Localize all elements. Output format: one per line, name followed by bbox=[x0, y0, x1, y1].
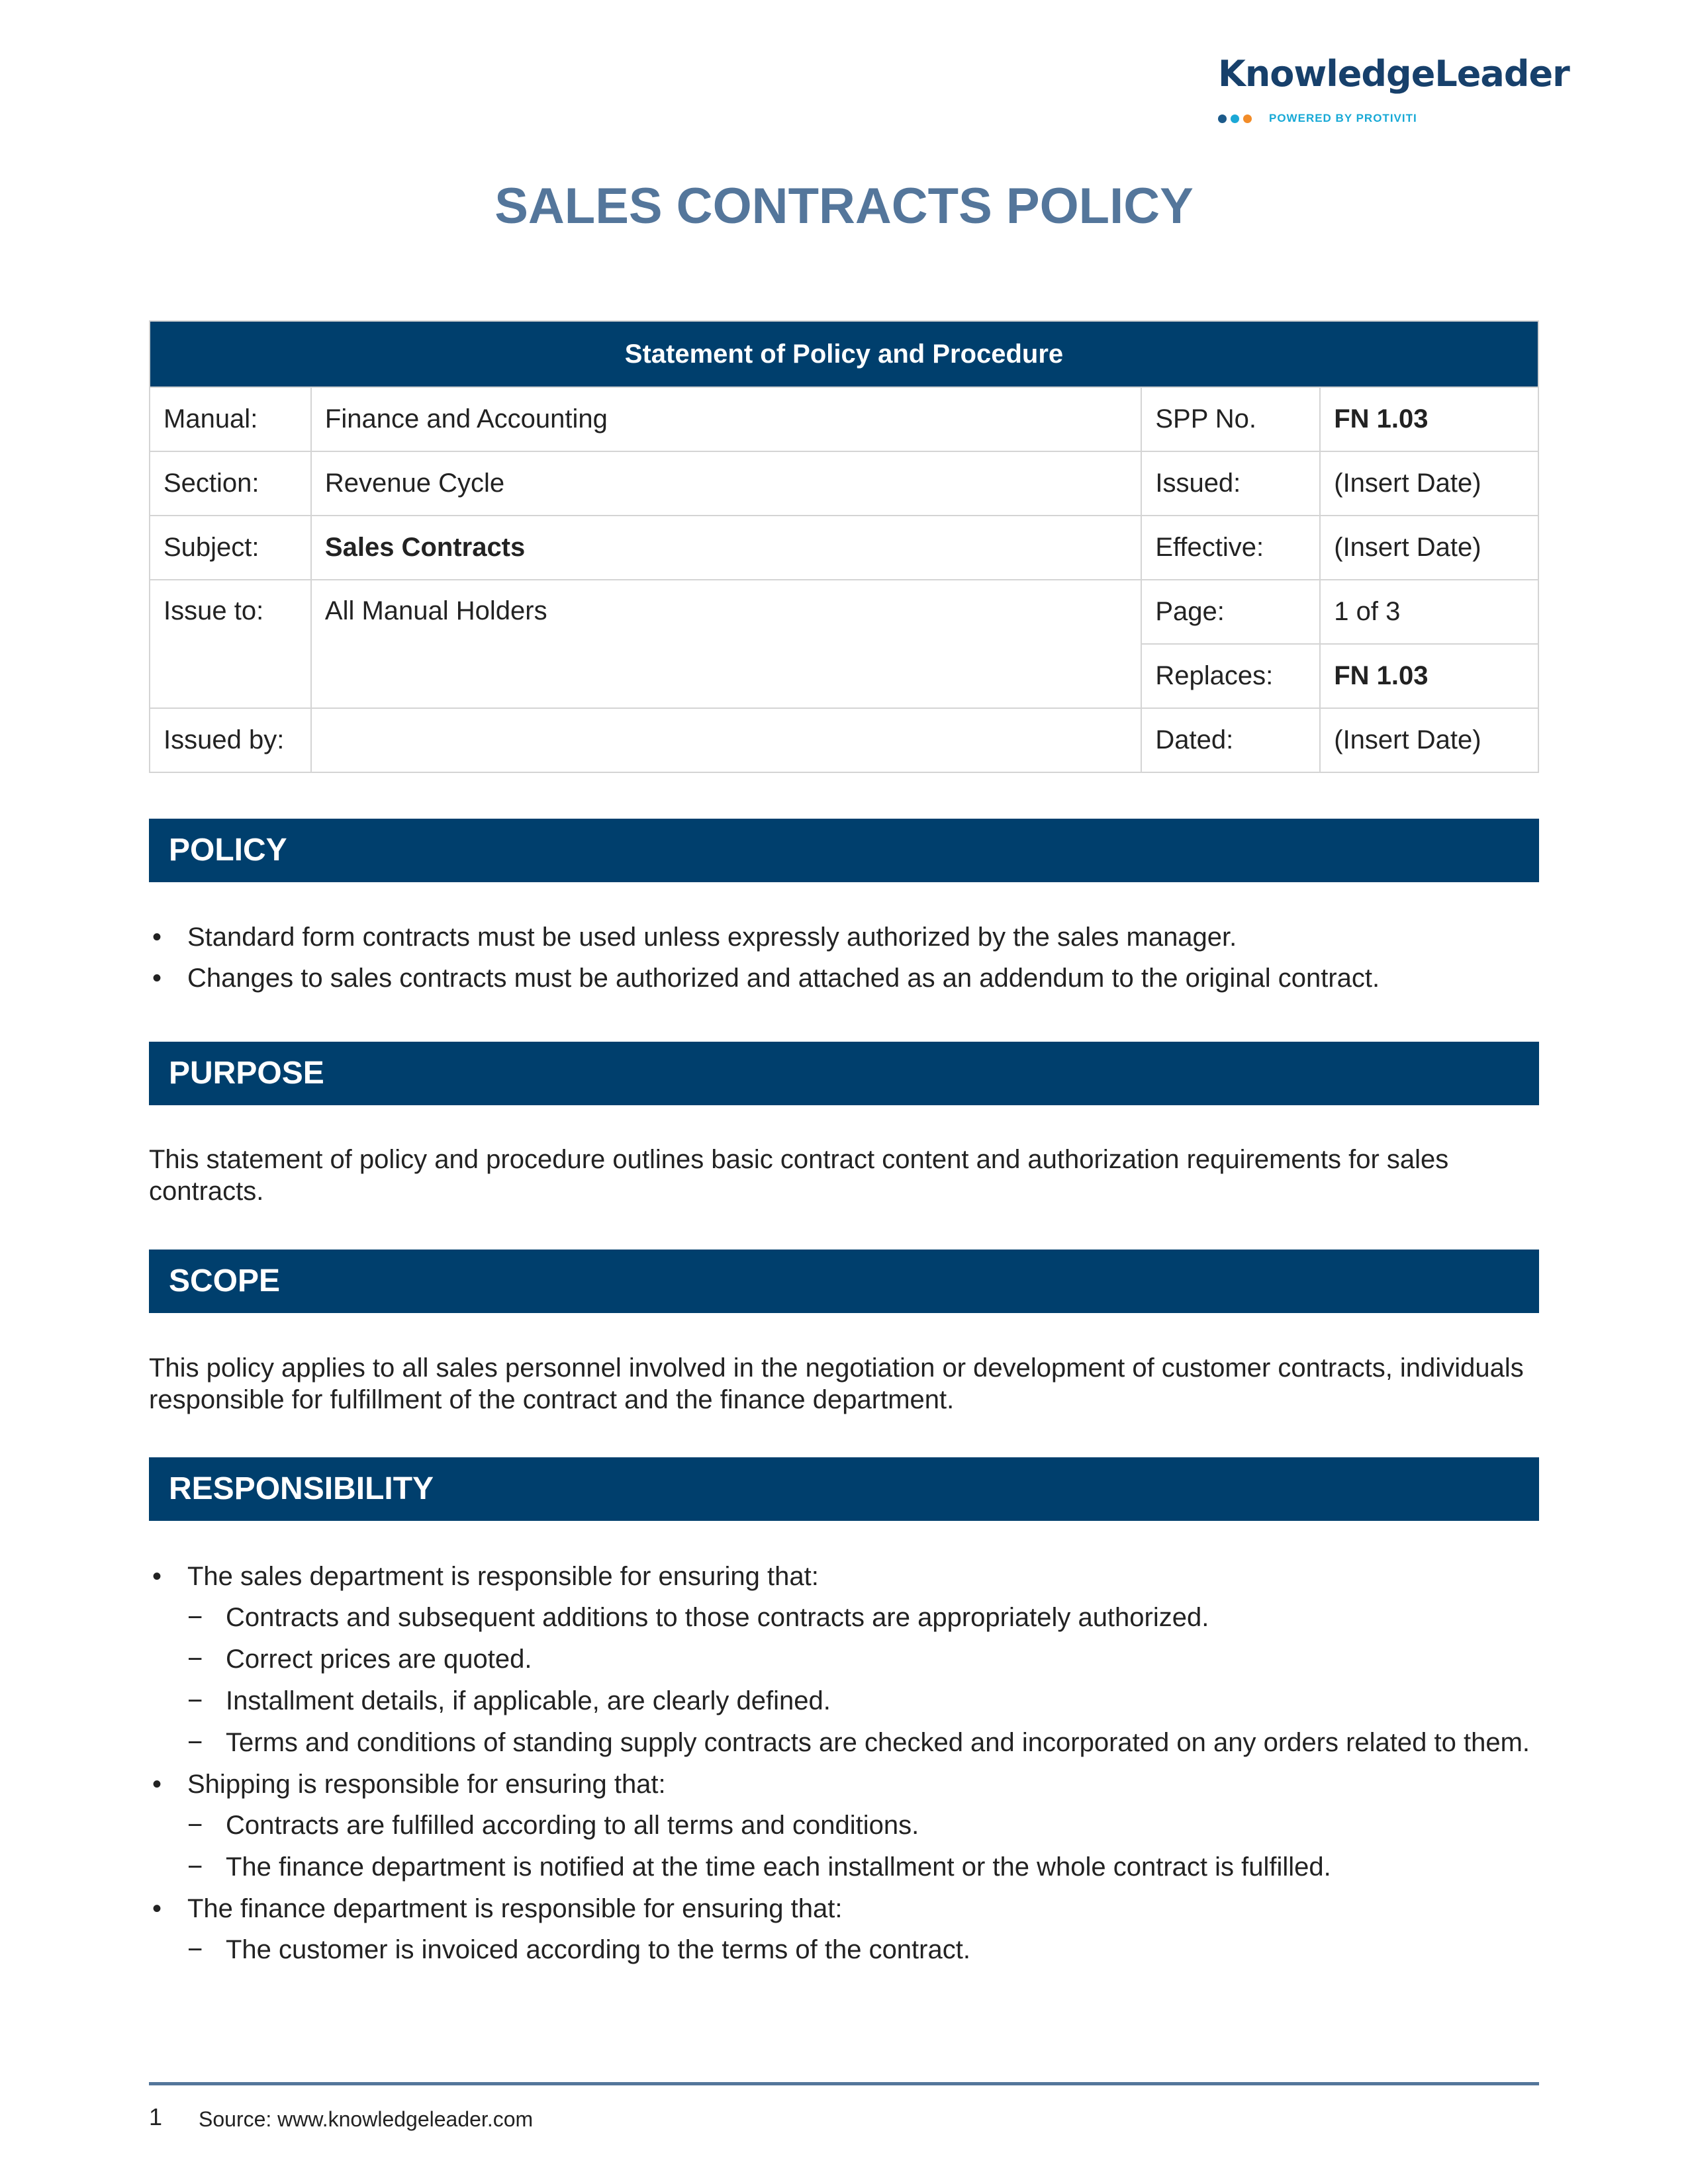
page-number: 1 bbox=[149, 2103, 163, 2130]
list-item bbox=[149, 1893, 1539, 1966]
responsibility-heading: RESPONSIBILITY bbox=[149, 1457, 1539, 1521]
policy-list bbox=[149, 921, 1539, 1003]
sub-list-item: − The finance department is notified at the time each installment or the whole contract is fulfilled. bbox=[187, 1851, 1539, 1883]
footer-divider bbox=[149, 2082, 1539, 2085]
scope-heading: SCOPE bbox=[149, 1250, 1539, 1313]
responsibility-list bbox=[149, 1561, 1539, 1976]
issue-to-value: All Manual Holders bbox=[311, 580, 1141, 708]
spp-no-label: SPP No. bbox=[1141, 387, 1320, 451]
list-item: • Standard form contracts must be used unless expressly authorized by the sales manager. bbox=[149, 921, 1539, 953]
list-item: • Changes to sales contracts must be authorized and attached as an addendum to the original contract. bbox=[149, 962, 1539, 994]
logo-tagline: POWERED BY PROTIVITI bbox=[1269, 112, 1417, 124]
section-value: Revenue Cycle bbox=[311, 451, 1141, 516]
replaces-label: Replaces: bbox=[1141, 644, 1320, 708]
list-item bbox=[149, 1768, 1539, 1883]
knowledgeleader-logo bbox=[1218, 53, 1570, 125]
table-row bbox=[150, 708, 1538, 772]
logo-dot-cyan bbox=[1231, 114, 1239, 123]
page-label: Page: bbox=[1141, 580, 1320, 644]
list-item bbox=[149, 1561, 1539, 1758]
issued-value: (Insert Date) bbox=[1320, 451, 1538, 516]
sub-list-item: − Contracts and subsequent additions to those contracts are appropriately authorized. bbox=[187, 1602, 1539, 1633]
purpose-heading: PURPOSE bbox=[149, 1042, 1539, 1105]
spp-table-heading: Statement of Policy and Procedure bbox=[150, 321, 1538, 387]
document-title: SALES CONTRACTS POLICY bbox=[494, 178, 1194, 234]
replaces-value: FN 1.03 bbox=[1320, 644, 1538, 708]
spp-table bbox=[149, 320, 1539, 773]
dated-value: (Insert Date) bbox=[1320, 708, 1538, 772]
policy-heading: POLICY bbox=[149, 819, 1539, 882]
table-row bbox=[150, 387, 1538, 451]
page-value: 1 of 3 bbox=[1320, 580, 1538, 644]
table-row bbox=[150, 516, 1538, 580]
logo-dot-orange bbox=[1243, 114, 1252, 123]
sub-list bbox=[187, 1809, 1539, 1883]
dated-label: Dated: bbox=[1141, 708, 1320, 772]
effective-value: (Insert Date) bbox=[1320, 516, 1538, 580]
spp-table-heading-row bbox=[150, 321, 1538, 387]
issued-label: Issued: bbox=[1141, 451, 1320, 516]
spp-no-value: FN 1.03 bbox=[1320, 387, 1538, 451]
section-label: Section: bbox=[150, 451, 311, 516]
purpose-text: This statement of policy and procedure outlines basic contract content and authorization requirements for sales contracts. bbox=[149, 1145, 1449, 1206]
subject-label: Subject: bbox=[150, 516, 311, 580]
sub-list-item: − Contracts are fulfilled according to all terms and conditions. bbox=[187, 1809, 1539, 1841]
logo-tagline-row bbox=[1218, 112, 1542, 125]
table-row bbox=[150, 451, 1538, 516]
sub-list bbox=[187, 1934, 1539, 1966]
sub-list-item: − Correct prices are quoted. bbox=[187, 1643, 1539, 1675]
issued-by-value bbox=[311, 708, 1141, 772]
sub-list-item: − Terms and conditions of standing supply contracts are checked and incorporated on any orders related to them. bbox=[187, 1727, 1539, 1758]
manual-label: Manual: bbox=[150, 387, 311, 451]
sub-list-item: − The customer is invoiced according to the terms of the contract. bbox=[187, 1934, 1539, 1966]
shipping-text: Shipping is responsible for ensuring that: bbox=[187, 1770, 666, 1799]
scope-text: This policy applies to all sales personnel involved in the negotiation or development of customer contracts, individuals responsible for fulfillment of the contract and the finance department. bbox=[149, 1353, 1524, 1414]
logo-wordmark: KnowledgeLeader bbox=[1218, 53, 1570, 95]
logo-dot-navy bbox=[1218, 114, 1227, 123]
issue-to-label: Issue to: bbox=[150, 580, 311, 708]
subject-value: Sales Contracts bbox=[311, 516, 1141, 580]
issued-by-label: Issued by: bbox=[150, 708, 311, 772]
sales-dept-text: The sales department is responsible for ensuring that: bbox=[187, 1562, 819, 1591]
source-text: Source: www.knowledgeleader.com bbox=[199, 2107, 534, 2131]
effective-label: Effective: bbox=[1141, 516, 1320, 580]
sub-list-item: − Installment details, if applicable, are clearly defined. bbox=[187, 1685, 1539, 1717]
logo-dots-icon bbox=[1218, 114, 1252, 123]
sub-list bbox=[187, 1602, 1539, 1758]
manual-value: Finance and Accounting bbox=[311, 387, 1141, 451]
finance-dept-text: The finance department is responsible for ensuring that: bbox=[187, 1894, 843, 1923]
table-row bbox=[150, 580, 1538, 644]
